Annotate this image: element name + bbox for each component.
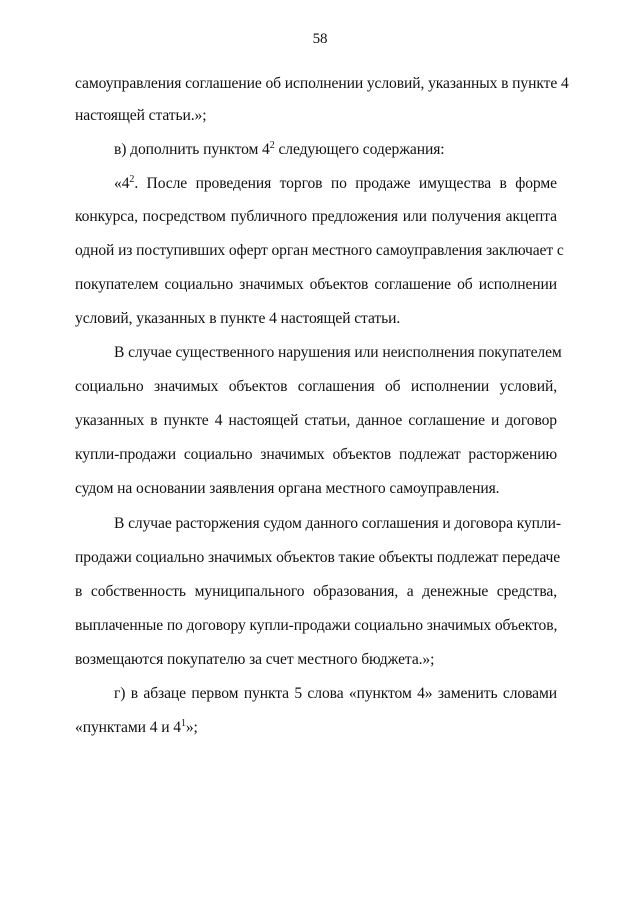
text-fragment: «4 xyxy=(114,175,130,192)
text-line: условий, указанных в пункте 4 настоящей статьи. xyxy=(75,310,401,327)
text-line: выплаченные по договору купли-продажи социально значимых объектов, xyxy=(75,617,558,634)
text-line: покупателем социально значимых объектов соглашение об исполнении xyxy=(75,276,557,293)
text-line: купли-продажи социально значимых объектов подлежат расторжению xyxy=(75,446,557,463)
superscript: 2 xyxy=(269,140,275,151)
text-line: социально значимых объектов соглашения об исполнении условий, xyxy=(75,378,557,395)
text-line: В случае расторжения судом данного соглашения и договора купли- xyxy=(114,515,561,532)
text-line: настоящей статьи.»; xyxy=(75,107,207,124)
text-fragment: «пунктами 4 и 4 xyxy=(75,719,181,736)
text-line: возмещаются покупателю за счет местного бюджета.»; xyxy=(75,651,435,668)
text-line xyxy=(114,140,557,160)
text-line: одной из поступивших оферт орган местного самоуправления заключает с xyxy=(75,242,564,259)
text-line xyxy=(75,718,557,738)
text-fragment: следующего содержания: xyxy=(274,141,445,158)
text-line: В случае существенного нарушения или неисполнения покупателем xyxy=(114,344,562,361)
text-line: г) в абзаце первом пункта 5 слова «пунктом 4» заменить словами xyxy=(114,685,557,702)
text-fragment: в) дополнить пунктом 4 xyxy=(114,141,270,158)
text-line: самоуправления соглашение об исполнении условий, указанных в пункте 4 xyxy=(75,75,569,92)
text-fragment: »; xyxy=(185,719,198,736)
text-fragment: . После проведения торгов по продаже имущества в форме xyxy=(134,175,557,192)
superscript: 2 xyxy=(129,174,135,185)
page-number: 58 xyxy=(312,31,328,47)
text-line: продажи социально значимых объектов такие объекты подлежат передаче xyxy=(75,549,561,566)
text-line: указанных в пункте 4 настоящей статьи, данное соглашение и договор xyxy=(75,412,557,429)
text-line: судом на основании заявления органа местного самоуправления. xyxy=(75,480,500,497)
superscript: 1 xyxy=(180,718,186,729)
text-line: в собственность муниципального образования, а денежные средства, xyxy=(75,583,557,600)
text-line: конкурса, посредством публичного предложения или получения акцепта xyxy=(75,208,557,225)
text-line xyxy=(114,174,557,194)
text-fragment xyxy=(114,175,557,192)
